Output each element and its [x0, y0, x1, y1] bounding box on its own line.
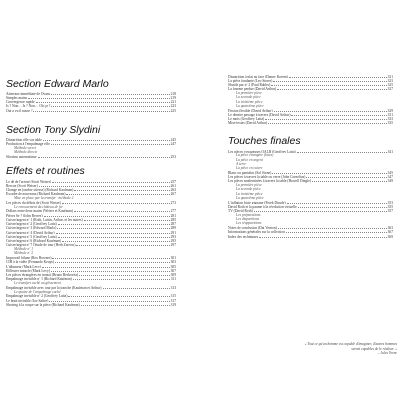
- entry-title: Informations générales sur la collection: [228, 230, 285, 234]
- dot-leader: [79, 273, 169, 277]
- dot-leader: [49, 298, 169, 302]
- entry-page-number: 321: [387, 74, 393, 79]
- dot-leader: [33, 108, 169, 112]
- entry-title: La seconde pièce: [236, 95, 261, 100]
- entry-page-number: 257: [170, 179, 176, 184]
- entry-title: Simples mains: [6, 95, 28, 100]
- toc-entry: [228, 121, 393, 125]
- entry-title: Le transfert caché au glissement: [14, 281, 61, 285]
- entry-title: Cuivre/argent nº 2 (Geoffrey Latta): [6, 222, 57, 226]
- entry-title: Convergence rapide: [6, 100, 35, 104]
- toc-entry: [228, 234, 393, 238]
- quote-text: « Tout ce qu'un homme est capable d'imaginer, d'autres hommes seront capables de le réaliser. »: [304, 342, 397, 351]
- entry-title: Effleurer miracle (Mark Levy): [6, 268, 50, 273]
- dot-leader: [297, 149, 387, 153]
- entry-title: Notes de conclusion (Dai Vernon): [228, 226, 277, 230]
- entry-title: Les pièces à travers la table ou verre (John Cornelius): [228, 175, 306, 179]
- dot-leader: [312, 179, 387, 183]
- entry-page-number: 369: [387, 234, 393, 239]
- dot-leader: [52, 256, 169, 260]
- entry-page-number: 219: [170, 95, 176, 100]
- entry-title: Méthode directe: [14, 149, 38, 154]
- dot-leader: [36, 100, 170, 104]
- dot-leader: [274, 108, 387, 112]
- entry-page-number: 267: [170, 192, 176, 196]
- entry-title: David Roth et la paume à la révolution virtuelle: [228, 204, 297, 209]
- entry-title: Les réapparitions: [236, 221, 262, 226]
- dot-leader: [277, 87, 387, 91]
- entry-title: Méthode nº 1: [14, 247, 34, 251]
- dot-leader: [272, 170, 386, 174]
- entry-title: La première pièce: [236, 91, 262, 95]
- entry-title: Méthode secret: [14, 145, 36, 150]
- dot-leader: [289, 74, 387, 78]
- entry-title: Empalmage invisible avec tour par la tranche (Kaufman et Arthur): [6, 285, 102, 290]
- dot-leader: [42, 264, 170, 268]
- entry-title: Shoving automatique: [6, 154, 37, 159]
- entry-page-number: 253: [170, 154, 176, 159]
- entry-title: Méthode nº 2: [14, 251, 34, 256]
- dot-leader: [43, 137, 170, 141]
- entry-title: Cuivre/argent nº 5 (Geoffrey Latta): [6, 234, 57, 239]
- dot-leader: [74, 188, 169, 192]
- entry-page-number: 363: [387, 226, 393, 230]
- entry-page-number: 327: [387, 87, 393, 91]
- entry-page-number: 297: [170, 243, 176, 247]
- entry-page-number: 349: [387, 179, 393, 183]
- dot-leader: [103, 285, 170, 289]
- dot-leader: [286, 230, 387, 234]
- entry-title: Les pièces voyageuses OALR (Geoffrey Latta): [228, 149, 296, 154]
- entry-title: L'allumeur (Mark Levy): [6, 264, 41, 269]
- entry-page-number: 285: [170, 217, 176, 222]
- toc-entry: [6, 154, 176, 158]
- dot-leader: [51, 104, 169, 108]
- dot-leader: [58, 234, 170, 238]
- entry-title: Production à l'empalmage rôle: [6, 141, 50, 146]
- dot-leader: [66, 192, 169, 196]
- entry-page-number: 325: [387, 83, 393, 87]
- entry-title: La pièce en cuivre: [236, 166, 263, 170]
- entry-title: Le bruit invisible (Joe Safire): [6, 298, 49, 303]
- toc-list-effets: [6, 179, 176, 307]
- dot-leader: [84, 217, 170, 221]
- dot-leader: [55, 260, 170, 264]
- entry-title: Dollars entre deux mains (Weiser et Kaufman): [6, 209, 73, 213]
- entry-title: Cuivre/argent nº 7 l'étude de tour (Herb Zarrow): [6, 243, 76, 247]
- entry-title: Rescue (Scott Weiser): [6, 183, 38, 188]
- toc-list-marlo: [6, 91, 176, 112]
- entry-page-number: 335: [387, 121, 393, 125]
- toc-list-continued: [228, 74, 393, 125]
- dot-leader: [68, 294, 169, 298]
- entry-title: TV (David Roth): [228, 209, 253, 213]
- entry-page-number: 291: [170, 230, 176, 235]
- dot-leader: [58, 222, 170, 226]
- entry-title: Le renouvement du château de fer: [14, 204, 63, 209]
- dot-leader: [254, 209, 387, 213]
- entry-title: Shoving à la coupe sur la pièce (Richard Kaufman): [6, 302, 80, 307]
- dot-leader: [56, 230, 170, 234]
- entry-page-number: 317: [170, 298, 176, 303]
- dot-leader: [51, 141, 170, 145]
- right-page: [200, 0, 400, 400]
- entry-title: La seconde pièce: [236, 187, 261, 192]
- entry-page-number: 357: [387, 209, 393, 213]
- entry-title: Index des techniques: [228, 234, 259, 239]
- entry-page-number: 293: [170, 234, 176, 239]
- entry-page-number: 277: [170, 209, 176, 213]
- dot-leader: [271, 83, 386, 87]
- entry-title: La fourme perdue (David Arthur): [228, 87, 277, 91]
- entry-page-number: 313: [170, 285, 176, 290]
- quote-author: – Jules Verne: [377, 351, 397, 356]
- dot-leader: [76, 243, 169, 247]
- dot-leader: [273, 78, 386, 82]
- entry-title: Cuivre/argent nº 3 (Edward Marlo): [6, 226, 57, 230]
- entry-page-number: 287: [170, 222, 176, 226]
- entry-title: Le dernier passage à travers (David Arthur): [228, 112, 291, 117]
- dot-leader: [51, 268, 170, 272]
- entry-page-number: 225: [170, 108, 176, 113]
- entry-title: La pièce en argent: [236, 157, 263, 162]
- entry-page-number: 347: [387, 175, 393, 179]
- entry-title: Les pièces étrangères en transit (Bruno Berkovitz): [6, 273, 79, 277]
- dot-leader: [39, 183, 170, 187]
- entry-title: Mise-textes (David Arthur): [228, 121, 268, 125]
- entry-page-number: 305: [170, 264, 176, 269]
- toc-entry: [6, 108, 176, 112]
- dot-leader: [73, 277, 170, 281]
- entry-title: Pièces 6e ? (John Rewes): [6, 213, 43, 218]
- entry-page-number: 319: [170, 302, 176, 307]
- entry-title: Is ? Non… Is ? Non… Où ça ?: [6, 104, 51, 108]
- entry-title: Le mois (Geoffrey Latta): [228, 117, 265, 121]
- entry-title: Escadre de nouveaux (Richard Kaufman): [6, 192, 66, 196]
- dot-leader: [57, 226, 169, 230]
- entry-page-number: 301: [170, 256, 176, 260]
- entry-title: Les pièces du débris de (Scott Weiser): [6, 200, 61, 205]
- entry-page-number: 221: [170, 100, 176, 104]
- entry-title: Le quatre de l'empalmage caché: [14, 289, 61, 294]
- section-title-effets: Effets et routines: [6, 165, 85, 177]
- dot-leader: [62, 239, 169, 243]
- entry-page-number: 309: [170, 273, 176, 277]
- entry-page-number: 245: [170, 137, 176, 142]
- entry-title: La première pièce: [236, 183, 262, 187]
- dot-leader: [28, 95, 170, 99]
- toc-list-finales: [228, 149, 393, 238]
- entry-page-number: 307: [170, 268, 176, 273]
- entry-title: Le dé de l'arrosé (Scott Weiser): [6, 179, 52, 184]
- entry-title: Blanc ou pantalon (Sol Stone): [228, 170, 272, 175]
- section-title-marlo: Section Edward Marlo: [6, 78, 109, 90]
- entry-page-number: 355: [387, 204, 393, 209]
- entry-page-number: 273: [170, 200, 176, 205]
- dot-leader: [62, 200, 170, 204]
- epigraph-quote: [297, 342, 397, 356]
- entry-page-number: 341: [387, 149, 393, 154]
- entry-title: CIH à la vidéo (Fernando Keops): [6, 260, 55, 264]
- entry-title: Change en (ombre vitesse) (Richard Kaufman): [6, 188, 74, 192]
- dot-leader: [298, 204, 387, 208]
- dot-leader: [52, 179, 170, 183]
- entry-title: Cuivre/argent nº 4 (David Arthur): [6, 230, 55, 235]
- toc-list-slydini: [6, 137, 176, 158]
- entry-title: Shuttle par nº 2 (Paul Rabler): [228, 83, 271, 87]
- entry-title: L'inflation bicie gigogne (Ferek Dingle): [228, 200, 286, 205]
- dot-leader: [44, 213, 170, 217]
- entry-page-number: 281: [170, 213, 176, 218]
- entry-title: Disparition rôle sur table: [6, 137, 42, 142]
- dot-leader: [291, 112, 386, 116]
- entry-title: Les préparations: [236, 212, 261, 217]
- dot-leader: [38, 154, 170, 158]
- entry-page-number: 295: [170, 239, 176, 243]
- dot-leader: [278, 226, 387, 230]
- entry-title: À terre: [236, 161, 246, 166]
- entry-title: Disparition à plat au face (Danny Korem): [228, 74, 288, 79]
- entry-page-number: 329: [387, 108, 393, 113]
- entry-title: Fission flexible (David Arthur): [228, 108, 273, 113]
- entry-title: Empalmage invisible nº 1 (Richard Kaufman): [6, 277, 72, 281]
- entry-page-number: 345: [387, 170, 393, 175]
- entry-page-number: 303: [170, 260, 176, 264]
- dot-leader: [306, 175, 386, 179]
- dot-leader: [81, 302, 170, 306]
- entry-title: Les disparitions: [236, 217, 260, 221]
- entry-title: La troisième pièce: [236, 99, 263, 104]
- dot-leader: [287, 200, 387, 204]
- entry-title: Improvail bilune (Rex Bowner): [6, 256, 52, 260]
- entry-page-number: 263: [170, 188, 176, 192]
- entry-title: Cuivre/argent nº 1 (Roth, Lattin, Arthur, et les autres): [6, 217, 83, 222]
- toc-entry: [6, 302, 176, 306]
- entry-page-number: 367: [387, 230, 393, 234]
- entry-title: La quatrième pièce: [236, 103, 264, 108]
- entry-page-number: 289: [170, 226, 176, 230]
- entry-title: Empalmage invisible nº 2 (Geoffrey Latta): [6, 294, 68, 298]
- entry-page-number: 247: [170, 141, 176, 146]
- entry-page-number: 218: [170, 91, 176, 96]
- entry-title: Atterrage immédiate de Ovans: [6, 91, 51, 96]
- dot-leader: [265, 117, 386, 121]
- entry-title: Cuivre/argent nº 6 (Richard Kaufman): [6, 239, 62, 243]
- entry-title: La pièce étrangère (latex): [236, 153, 274, 158]
- entry-title: Qui a vu il passe ?: [6, 108, 33, 113]
- entry-page-number: 323: [387, 78, 393, 83]
- entry-page-number: 311: [170, 277, 176, 281]
- entry-page-number: 333: [387, 117, 393, 121]
- dot-leader: [268, 121, 386, 125]
- entry-title: Les pièces modernisées à travers la table (Howell Dingle): [228, 179, 312, 183]
- entry-title: La quatrième pièce: [236, 195, 264, 200]
- dot-leader: [74, 209, 170, 213]
- section-title-slydini: Section Tony Slydini: [6, 124, 101, 136]
- dot-leader: [259, 234, 386, 238]
- dot-leader: [51, 91, 170, 95]
- entry-title: La pièce fondante (Leo Storer): [228, 78, 273, 83]
- entry-page-number: 315: [170, 294, 176, 298]
- entry-page-number: 261: [170, 183, 176, 188]
- entry-title: Mise en place par la transfer · méthode 2: [14, 196, 74, 200]
- entry-page-number: 331: [387, 112, 393, 117]
- entry-title: La troisième pièce: [236, 191, 263, 196]
- entry-page-number: 223: [170, 104, 176, 108]
- section-title-finales: Touches finales: [228, 135, 301, 147]
- entry-page-number: 353: [387, 200, 393, 205]
